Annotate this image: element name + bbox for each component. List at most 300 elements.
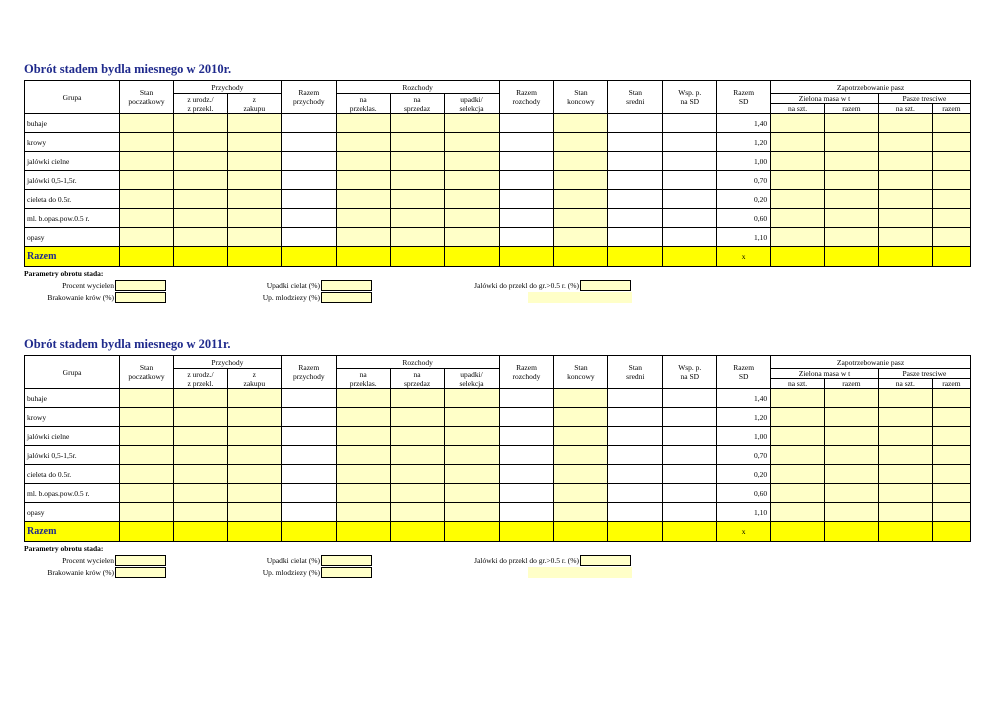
data-cell	[663, 503, 717, 522]
input-cell[interactable]	[878, 133, 932, 152]
input-cell[interactable]	[824, 446, 878, 465]
input-cell[interactable]	[878, 465, 932, 484]
input-cell[interactable]	[336, 389, 390, 408]
input-cell[interactable]	[444, 133, 499, 152]
data-cell	[663, 427, 717, 446]
input-cell[interactable]	[336, 408, 390, 427]
input-cell[interactable]	[174, 408, 228, 427]
input-cell[interactable]	[771, 133, 825, 152]
input-cell[interactable]	[444, 503, 499, 522]
input-cell[interactable]	[444, 465, 499, 484]
input-cell[interactable]	[227, 446, 281, 465]
input-cell[interactable]	[390, 209, 444, 228]
input-cell[interactable]	[771, 408, 825, 427]
input-cell[interactable]	[444, 152, 499, 171]
input-cell[interactable]	[174, 228, 228, 247]
input-cell[interactable]	[878, 446, 932, 465]
data-cell	[608, 171, 663, 190]
input-cell[interactable]	[336, 209, 390, 228]
brakowanie-krow-label: Brakowanie krów (%)	[47, 568, 114, 577]
herd-turnover-table	[24, 355, 971, 542]
input-cell[interactable]	[932, 152, 970, 171]
input-cell[interactable]	[932, 190, 970, 209]
input-cell[interactable]	[824, 484, 878, 503]
data-cell	[608, 190, 663, 209]
input-cell[interactable]	[336, 484, 390, 503]
wsp-cell: 1,20	[717, 133, 771, 152]
table-row	[25, 503, 971, 522]
input-cell[interactable]	[824, 133, 878, 152]
input-cell[interactable]	[120, 209, 174, 228]
input-cell[interactable]	[932, 389, 970, 408]
input-cell[interactable]	[227, 171, 281, 190]
data-cell	[227, 247, 281, 267]
wsp-cell: 0,60	[717, 209, 771, 228]
wsp-cell: 0,20	[717, 190, 771, 209]
input-cell[interactable]	[120, 152, 174, 171]
input-cell[interactable]	[554, 171, 608, 190]
header-pasze-razem: razem	[932, 104, 970, 114]
data-cell	[499, 465, 554, 484]
input-cell[interactable]	[771, 171, 825, 190]
input-cell[interactable]	[771, 114, 825, 133]
data-cell	[336, 247, 390, 267]
input-cell[interactable]	[336, 114, 390, 133]
data-cell	[281, 152, 336, 171]
input-cell[interactable]	[554, 114, 608, 133]
up-mlodziezy-input[interactable]	[321, 292, 372, 303]
row-label: jalówki cielne	[25, 152, 120, 171]
data-cell	[499, 503, 554, 522]
input-cell[interactable]	[120, 133, 174, 152]
table-row	[25, 114, 971, 133]
input-cell[interactable]	[174, 503, 228, 522]
table-row	[25, 209, 971, 228]
input-cell[interactable]	[390, 465, 444, 484]
input-cell[interactable]	[390, 152, 444, 171]
input-cell[interactable]	[390, 228, 444, 247]
input-cell[interactable]	[336, 152, 390, 171]
input-cell[interactable]	[932, 446, 970, 465]
herd-turnover-table	[24, 80, 971, 267]
input-cell[interactable]	[390, 446, 444, 465]
input-cell[interactable]	[771, 484, 825, 503]
input-cell[interactable]	[824, 389, 878, 408]
header-przychody: Przychody	[174, 81, 282, 94]
input-cell[interactable]	[824, 209, 878, 228]
data-cell	[499, 522, 554, 542]
input-cell[interactable]	[771, 465, 825, 484]
jalowki-przekl-label: Jalówki do przekl do gr.>0.5 r. (%)	[474, 281, 579, 290]
input-cell[interactable]	[878, 228, 932, 247]
input-cell[interactable]	[174, 209, 228, 228]
header-z-urodz: z urodz./ z przekl.	[174, 94, 228, 114]
table-row	[25, 446, 971, 465]
input-cell[interactable]	[174, 190, 228, 209]
input-cell[interactable]	[878, 503, 932, 522]
input-cell[interactable]	[336, 133, 390, 152]
header-na-sprzedaz: na sprzedaz	[390, 369, 444, 389]
input-cell[interactable]	[390, 484, 444, 503]
input-cell[interactable]	[120, 190, 174, 209]
input-cell[interactable]	[554, 389, 608, 408]
total-row	[25, 522, 971, 542]
input-cell[interactable]	[336, 171, 390, 190]
input-cell[interactable]	[932, 171, 970, 190]
data-cell	[444, 247, 499, 267]
header-zielona-na-szt: na szt.	[771, 104, 825, 114]
input-cell[interactable]	[932, 427, 970, 446]
input-cell[interactable]	[120, 114, 174, 133]
input-cell[interactable]	[390, 133, 444, 152]
data-cell	[499, 427, 554, 446]
data-cell	[663, 190, 717, 209]
input-cell[interactable]	[771, 209, 825, 228]
section-2010	[24, 58, 972, 305]
input-cell[interactable]	[771, 190, 825, 209]
brakowanie-krow-input[interactable]	[115, 567, 166, 578]
input-cell[interactable]	[174, 427, 228, 446]
input-cell[interactable]	[174, 389, 228, 408]
input-cell[interactable]	[932, 484, 970, 503]
data-cell	[499, 389, 554, 408]
table-row	[25, 171, 971, 190]
data-cell	[499, 114, 554, 133]
data-cell	[608, 152, 663, 171]
input-cell[interactable]	[554, 484, 608, 503]
data-cell	[663, 171, 717, 190]
data-cell	[499, 247, 554, 267]
upadki-cielat-input[interactable]	[321, 280, 372, 291]
input-cell[interactable]	[878, 152, 932, 171]
data-cell	[120, 247, 174, 267]
input-cell[interactable]	[444, 228, 499, 247]
header-razem-przychody: Razem przychody	[281, 81, 336, 114]
data-cell	[281, 484, 336, 503]
input-cell[interactable]	[878, 209, 932, 228]
data-cell	[281, 228, 336, 247]
upadki-cielat-label: Upadki cielat (%)	[266, 281, 320, 290]
row-label: opasy	[25, 503, 120, 522]
row-label: cieleta do 0.5r.	[25, 465, 120, 484]
input-cell[interactable]	[120, 446, 174, 465]
header-upadki: upadki/ selekcja	[444, 94, 499, 114]
data-cell	[174, 522, 228, 542]
input-cell[interactable]	[227, 114, 281, 133]
total-wsp-cell: x	[717, 247, 771, 267]
input-cell[interactable]	[932, 465, 970, 484]
input-cell[interactable]	[932, 114, 970, 133]
data-cell	[663, 446, 717, 465]
header-zapotrzebowanie: Zapotrzebowanie pasz	[771, 81, 971, 94]
wsp-cell: 1,10	[717, 228, 771, 247]
input-cell[interactable]	[932, 408, 970, 427]
header-stan-sredni: Stan sredni	[608, 356, 663, 389]
input-cell[interactable]	[227, 484, 281, 503]
input-cell[interactable]	[174, 446, 228, 465]
input-cell[interactable]	[444, 484, 499, 503]
total-row	[25, 247, 971, 267]
table-row	[25, 484, 971, 503]
procent-wycielen-input[interactable]	[115, 280, 166, 291]
input-cell[interactable]	[227, 389, 281, 408]
input-cell[interactable]	[554, 152, 608, 171]
input-cell[interactable]	[824, 228, 878, 247]
input-cell[interactable]	[932, 209, 970, 228]
data-cell	[608, 484, 663, 503]
input-cell[interactable]	[824, 408, 878, 427]
table-row	[25, 133, 971, 152]
input-cell[interactable]	[771, 228, 825, 247]
data-cell	[499, 190, 554, 209]
data-cell	[608, 247, 663, 267]
header-pasze-tresciwe: Pasze tresciwe	[878, 369, 970, 379]
data-cell	[499, 171, 554, 190]
data-cell	[281, 133, 336, 152]
wsp-cell: 0,70	[717, 171, 771, 190]
input-cell[interactable]	[390, 190, 444, 209]
data-cell	[932, 522, 970, 542]
input-cell[interactable]	[554, 465, 608, 484]
section-title: Obrót stadem bydla miesnego w 2011r.	[24, 337, 231, 351]
input-cell[interactable]	[824, 114, 878, 133]
input-cell[interactable]	[174, 114, 228, 133]
input-cell[interactable]	[174, 484, 228, 503]
header-grupa: Grupa	[25, 356, 120, 389]
header-stan-koncowy: Stan koncowy	[554, 81, 608, 114]
data-cell	[824, 522, 878, 542]
data-cell	[663, 522, 717, 542]
input-cell[interactable]	[120, 465, 174, 484]
input-cell[interactable]	[174, 171, 228, 190]
input-cell[interactable]	[227, 228, 281, 247]
input-cell[interactable]	[174, 133, 228, 152]
data-cell	[608, 133, 663, 152]
input-cell[interactable]	[120, 427, 174, 446]
input-cell[interactable]	[227, 408, 281, 427]
procent-wycielen-input[interactable]	[115, 555, 166, 566]
data-cell	[608, 389, 663, 408]
section-2011	[24, 333, 972, 580]
total-label: Razem	[25, 522, 120, 542]
input-cell[interactable]	[336, 228, 390, 247]
input-cell[interactable]	[444, 408, 499, 427]
input-cell[interactable]	[336, 427, 390, 446]
input-cell[interactable]	[444, 114, 499, 133]
header-zielona-razem: razem	[824, 104, 878, 114]
wsp-cell: 1,10	[717, 503, 771, 522]
input-cell[interactable]	[120, 228, 174, 247]
input-cell[interactable]	[390, 427, 444, 446]
input-cell[interactable]	[932, 503, 970, 522]
input-cell[interactable]	[554, 446, 608, 465]
input-cell[interactable]	[227, 190, 281, 209]
input-cell[interactable]	[932, 228, 970, 247]
wsp-cell: 1,20	[717, 408, 771, 427]
input-cell[interactable]	[227, 503, 281, 522]
input-cell[interactable]	[174, 152, 228, 171]
row-label: opasy	[25, 228, 120, 247]
input-cell[interactable]	[227, 465, 281, 484]
row-label: krowy	[25, 408, 120, 427]
data-cell	[281, 209, 336, 228]
input-cell[interactable]	[227, 209, 281, 228]
input-cell[interactable]	[227, 133, 281, 152]
parameters-heading: Parametry obrotu stada:	[24, 544, 104, 553]
header-zielona-masa: Zielona masa w t	[771, 94, 879, 104]
input-cell[interactable]	[390, 389, 444, 408]
data-cell	[281, 247, 336, 267]
brakowanie-krow-input[interactable]	[115, 292, 166, 303]
input-cell[interactable]	[771, 389, 825, 408]
data-cell	[499, 446, 554, 465]
data-cell	[174, 247, 228, 267]
data-cell	[663, 209, 717, 228]
input-cell[interactable]	[336, 446, 390, 465]
parameters-heading: Parametry obrotu stada:	[24, 269, 104, 278]
herd-parameters	[24, 267, 972, 305]
input-cell[interactable]	[878, 171, 932, 190]
input-cell[interactable]	[120, 389, 174, 408]
computed-cell	[528, 292, 632, 303]
input-cell[interactable]	[771, 427, 825, 446]
input-cell[interactable]	[390, 503, 444, 522]
input-cell[interactable]	[120, 408, 174, 427]
data-cell	[663, 247, 717, 267]
input-cell[interactable]	[174, 465, 228, 484]
table-row	[25, 408, 971, 427]
row-label: buhaje	[25, 114, 120, 133]
input-cell[interactable]	[444, 209, 499, 228]
input-cell[interactable]	[878, 484, 932, 503]
up-mlodziezy-input[interactable]	[321, 567, 372, 578]
input-cell[interactable]	[554, 228, 608, 247]
header-razem-rozchody: Razem rozchody	[499, 356, 554, 389]
input-cell[interactable]	[554, 503, 608, 522]
input-cell[interactable]	[120, 171, 174, 190]
jalowki-przekl-input[interactable]	[580, 280, 631, 291]
data-cell	[281, 171, 336, 190]
input-cell[interactable]	[120, 503, 174, 522]
header-razem-sd: Razem SD	[717, 81, 771, 114]
row-label: ml. b.opas.pow.0.5 r.	[25, 209, 120, 228]
procent-wycielen-label: Procent wycielen	[62, 281, 114, 290]
input-cell[interactable]	[444, 446, 499, 465]
data-cell	[281, 408, 336, 427]
input-cell[interactable]	[336, 465, 390, 484]
data-cell	[608, 114, 663, 133]
data-cell	[878, 522, 932, 542]
input-cell[interactable]	[554, 133, 608, 152]
table-row	[25, 389, 971, 408]
input-cell[interactable]	[336, 503, 390, 522]
data-cell	[281, 522, 336, 542]
input-cell[interactable]	[554, 427, 608, 446]
total-wsp-cell: x	[717, 522, 771, 542]
input-cell[interactable]	[444, 389, 499, 408]
row-label: jalówki 0,5-1,5r.	[25, 171, 120, 190]
data-cell	[390, 247, 444, 267]
input-cell[interactable]	[824, 465, 878, 484]
input-cell[interactable]	[554, 408, 608, 427]
data-cell	[608, 427, 663, 446]
header-pasze-razem: razem	[932, 379, 970, 389]
data-cell	[554, 247, 608, 267]
input-cell[interactable]	[390, 408, 444, 427]
header-pasze-tresciwe: Pasze tresciwe	[878, 94, 970, 104]
input-cell[interactable]	[227, 152, 281, 171]
input-cell[interactable]	[390, 171, 444, 190]
input-cell[interactable]	[824, 152, 878, 171]
input-cell[interactable]	[878, 190, 932, 209]
header-razem-sd: Razem SD	[717, 356, 771, 389]
header-stan-sredni: Stan sredni	[608, 81, 663, 114]
input-cell[interactable]	[824, 427, 878, 446]
input-cell[interactable]	[771, 152, 825, 171]
row-label: jalówki 0,5-1,5r.	[25, 446, 120, 465]
input-cell[interactable]	[554, 209, 608, 228]
input-cell[interactable]	[771, 503, 825, 522]
input-cell[interactable]	[878, 427, 932, 446]
data-cell	[281, 503, 336, 522]
input-cell[interactable]	[444, 190, 499, 209]
input-cell[interactable]	[878, 389, 932, 408]
input-cell[interactable]	[878, 114, 932, 133]
input-cell[interactable]	[824, 190, 878, 209]
data-cell	[281, 427, 336, 446]
input-cell[interactable]	[771, 446, 825, 465]
table-row	[25, 465, 971, 484]
header-zielona-masa: Zielona masa w t	[771, 369, 879, 379]
up-mlodziezy-label: Up. mlodziezy (%)	[262, 293, 320, 302]
header-na-sprzedaz: na sprzedaz	[390, 94, 444, 114]
input-cell[interactable]	[444, 427, 499, 446]
header-rozchody: Rozchody	[336, 356, 499, 369]
header-zapotrzebowanie: Zapotrzebowanie pasz	[771, 356, 971, 369]
total-label: Razem	[25, 247, 120, 267]
input-cell[interactable]	[932, 133, 970, 152]
data-cell	[608, 408, 663, 427]
input-cell[interactable]	[390, 114, 444, 133]
input-cell[interactable]	[878, 408, 932, 427]
data-cell	[554, 522, 608, 542]
table-row	[25, 427, 971, 446]
data-cell	[771, 522, 825, 542]
wsp-cell: 1,00	[717, 152, 771, 171]
header-pasze-na-szt: na szt.	[878, 104, 932, 114]
input-cell[interactable]	[120, 484, 174, 503]
upadki-cielat-input[interactable]	[321, 555, 372, 566]
data-cell	[227, 522, 281, 542]
input-cell[interactable]	[554, 190, 608, 209]
input-cell[interactable]	[227, 427, 281, 446]
table-row	[25, 152, 971, 171]
jalowki-przekl-input[interactable]	[580, 555, 631, 566]
input-cell[interactable]	[824, 171, 878, 190]
input-cell[interactable]	[444, 171, 499, 190]
data-cell	[608, 446, 663, 465]
data-cell	[663, 152, 717, 171]
wsp-cell: 1,40	[717, 114, 771, 133]
procent-wycielen-label: Procent wycielen	[62, 556, 114, 565]
brakowanie-krow-label: Brakowanie krów (%)	[47, 293, 114, 302]
data-cell	[771, 247, 825, 267]
input-cell[interactable]	[824, 503, 878, 522]
table-row	[25, 228, 971, 247]
data-cell	[663, 465, 717, 484]
input-cell[interactable]	[336, 190, 390, 209]
data-cell	[390, 522, 444, 542]
